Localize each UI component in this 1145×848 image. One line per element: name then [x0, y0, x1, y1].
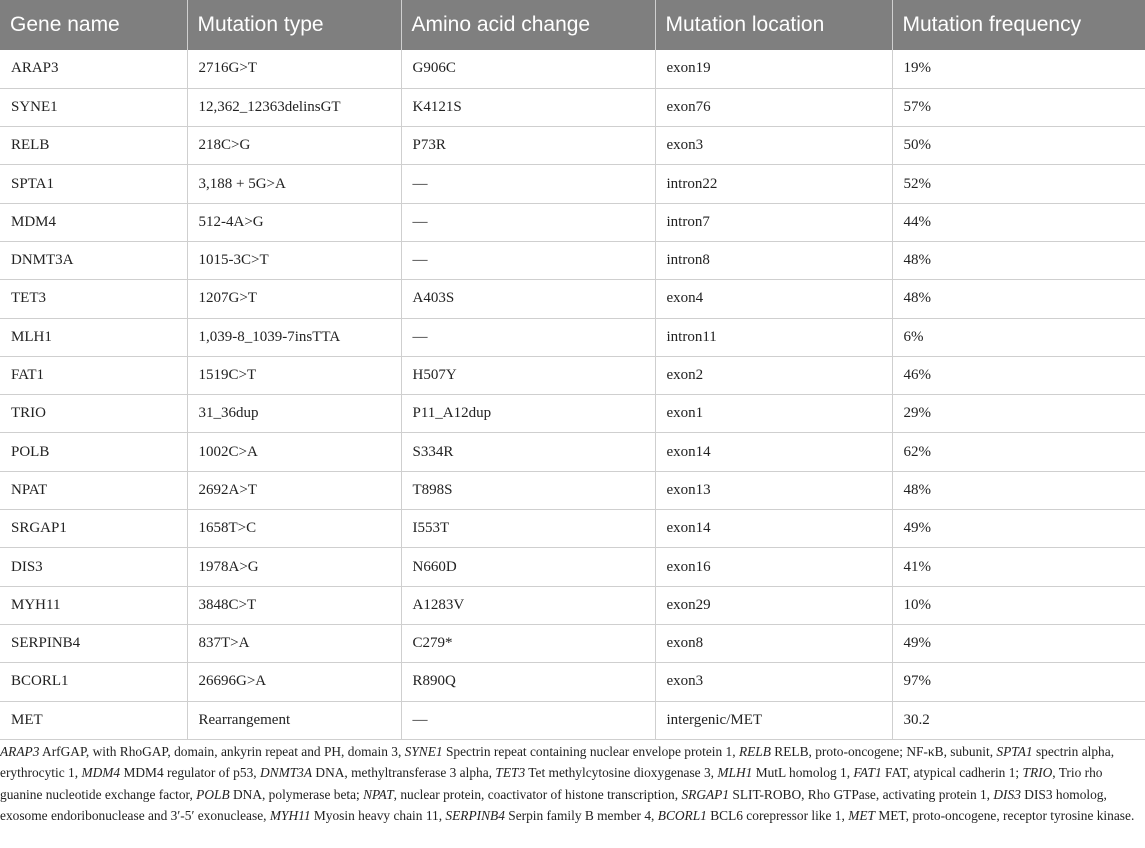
cell-mutation-location: exon14: [655, 510, 892, 548]
cell-amino-acid-change: A403S: [401, 280, 655, 318]
cell-gene-name: RELB: [0, 127, 187, 165]
table-row: [0, 318, 1145, 356]
cell-mutation-location: intron8: [655, 241, 892, 279]
footnote-gene-symbol: DNMT3A: [259, 765, 313, 781]
header-amino-acid-change: Amino acid change: [401, 0, 655, 50]
footnote-gene-description: DNA, methyltransferase 3 alpha,: [312, 765, 496, 781]
cell-amino-acid-change: —: [401, 203, 655, 241]
cell-mutation-location: exon14: [655, 433, 892, 471]
cell-gene-name: MET: [0, 701, 187, 739]
table-row: [0, 50, 1145, 88]
cell-mutation-frequency: 97%: [892, 663, 1145, 701]
table-row: [0, 395, 1145, 433]
cell-amino-acid-change: C279*: [401, 624, 655, 662]
footnote-gene-symbol: SPTA1: [996, 744, 1033, 759]
footnote-gene-symbol: FAT1: [853, 765, 882, 781]
cell-mutation-location: intergenic/MET: [655, 701, 892, 739]
cell-amino-acid-change: G906C: [401, 50, 655, 88]
table-row: [0, 663, 1145, 701]
cell-amino-acid-change: —: [401, 165, 655, 203]
cell-amino-acid-change: R890Q: [401, 663, 655, 701]
cell-mutation-location: exon1: [655, 395, 892, 433]
cell-gene-name: SPTA1: [0, 165, 187, 203]
cell-mutation-type: 1002C>A: [187, 433, 401, 471]
footnote-gene-description: , Trio rho guanine nucleotide exchange factor,: [0, 765, 1103, 802]
footnote-gene-description: BCL6 corepressor like 1,: [706, 808, 849, 824]
cell-mutation-frequency: 48%: [892, 241, 1145, 279]
table-row: [0, 165, 1145, 203]
header-gene-name: Gene name: [0, 0, 187, 50]
footnote-gene-symbol: NPAT: [363, 786, 394, 802]
cell-mutation-location: intron11: [655, 318, 892, 356]
footnote-gene-symbol: ARAP3: [0, 744, 40, 759]
table-body: [0, 50, 1145, 739]
cell-mutation-type: 31_36dup: [187, 395, 401, 433]
footnote-gene-description: , nuclear protein, coactivator of histone transcription,: [393, 786, 682, 802]
cell-mutation-location: exon4: [655, 280, 892, 318]
cell-mutation-location: exon76: [655, 88, 892, 126]
cell-gene-name: MLH1: [0, 318, 187, 356]
cell-mutation-type: 837T>A: [187, 624, 401, 662]
footnote-gene-symbol: TET3: [495, 765, 526, 781]
footnote-gene-description: MutL homolog 1,: [752, 765, 854, 781]
cell-mutation-frequency: 30.2: [892, 701, 1145, 739]
cell-mutation-location: intron22: [655, 165, 892, 203]
cell-amino-acid-change: T898S: [401, 471, 655, 509]
table-row: [0, 127, 1145, 165]
cell-mutation-type: 1519C>T: [187, 356, 401, 394]
header-mutation-location: Mutation location: [655, 0, 892, 50]
cell-mutation-type: 1207G>T: [187, 280, 401, 318]
footnote-gene-description: SLIT-ROBO, Rho GTPase, activating protein 1,: [729, 786, 994, 802]
cell-gene-name: DIS3: [0, 548, 187, 586]
cell-gene-name: MDM4: [0, 203, 187, 241]
footnote-gene-description: MET, proto-oncogene, receptor tyrosine kinase.: [875, 808, 1135, 824]
table-row: [0, 471, 1145, 509]
cell-mutation-frequency: 29%: [892, 395, 1145, 433]
footnote-gene-description: spectrin alpha, erythrocytic 1,: [0, 744, 1115, 781]
cell-mutation-location: exon8: [655, 624, 892, 662]
cell-gene-name: TRIO: [0, 395, 187, 433]
cell-mutation-frequency: 49%: [892, 624, 1145, 662]
cell-mutation-frequency: 19%: [892, 50, 1145, 88]
cell-gene-name: SYNE1: [0, 88, 187, 126]
footnote-gene-symbol: SRGAP1: [681, 786, 730, 802]
cell-mutation-frequency: 6%: [892, 318, 1145, 356]
footnote-gene-description: ArfGAP, with RhoGAP, domain, ankyrin repeat and PH, domain 3,: [39, 744, 405, 759]
table-row: [0, 203, 1145, 241]
cell-gene-name: BCORL1: [0, 663, 187, 701]
footnote-gene-description: DIS3 homolog, exosome endoribonuclease and 3′-5′ exonuclease,: [0, 786, 1107, 824]
cell-mutation-location: exon29: [655, 586, 892, 624]
cell-mutation-type: 3848C>T: [187, 586, 401, 624]
footnote-gene-symbol: DIS3: [993, 786, 1021, 802]
cell-amino-acid-change: I553T: [401, 510, 655, 548]
table-row: [0, 510, 1145, 548]
cell-gene-name: DNMT3A: [0, 241, 187, 279]
footnote-gene-description: RELB, proto-oncogene; NF-κB, subunit,: [770, 744, 997, 759]
cell-gene-name: SRGAP1: [0, 510, 187, 548]
cell-amino-acid-change: P73R: [401, 127, 655, 165]
table-row: [0, 433, 1145, 471]
table-footnote: [0, 741, 1138, 827]
cell-amino-acid-change: —: [401, 701, 655, 739]
cell-gene-name: SERPINB4: [0, 624, 187, 662]
table-row: [0, 241, 1145, 279]
cell-amino-acid-change: S334R: [401, 433, 655, 471]
table-row: [0, 548, 1145, 586]
cell-gene-name: FAT1: [0, 356, 187, 394]
cell-gene-name: TET3: [0, 280, 187, 318]
cell-gene-name: MYH11: [0, 586, 187, 624]
cell-amino-acid-change: N660D: [401, 548, 655, 586]
cell-mutation-type: 1658T>C: [187, 510, 401, 548]
header-mutation-frequency: Mutation frequency: [892, 0, 1145, 50]
footnote-gene-symbol: MDM4: [81, 765, 121, 781]
cell-mutation-frequency: 10%: [892, 586, 1145, 624]
footnote-gene-description: Myosin heavy chain 11,: [310, 808, 446, 824]
cell-mutation-frequency: 49%: [892, 510, 1145, 548]
cell-mutation-frequency: 46%: [892, 356, 1145, 394]
cell-gene-name: NPAT: [0, 471, 187, 509]
footnote-gene-symbol: TRIO: [1022, 765, 1053, 781]
footnote-gene-description: MDM4 regulator of p53,: [120, 765, 260, 781]
footnote-gene-symbol: SYNE1: [404, 744, 443, 759]
footnote-gene-symbol: MYH11: [269, 808, 311, 824]
table-header-row: [0, 0, 1145, 50]
cell-mutation-frequency: 62%: [892, 433, 1145, 471]
cell-mutation-type: 1015-3C>T: [187, 241, 401, 279]
table-row: [0, 88, 1145, 126]
cell-mutation-frequency: 57%: [892, 88, 1145, 126]
cell-amino-acid-change: K4121S: [401, 88, 655, 126]
table-row: [0, 624, 1145, 662]
footnote-gene-symbol: RELB: [738, 744, 771, 759]
cell-mutation-frequency: 48%: [892, 471, 1145, 509]
cell-amino-acid-change: —: [401, 241, 655, 279]
table-row: [0, 701, 1145, 739]
cell-mutation-type: 512-4A>G: [187, 203, 401, 241]
footnote-gene-description: Tet methylcytosine dioxygenase 3,: [525, 765, 718, 781]
cell-gene-name: ARAP3: [0, 50, 187, 88]
cell-mutation-frequency: 44%: [892, 203, 1145, 241]
cell-mutation-location: exon16: [655, 548, 892, 586]
footnote-gene-description: Spectrin repeat containing nuclear envelope protein 1,: [442, 744, 739, 759]
footnote-gene-description: Serpin family B member 4,: [504, 808, 658, 824]
table-row: [0, 280, 1145, 318]
cell-mutation-type: 1978A>G: [187, 548, 401, 586]
footnote-gene-symbol: BCORL1: [657, 808, 707, 824]
cell-mutation-location: exon19: [655, 50, 892, 88]
footnote-gene-symbol: POLB: [196, 786, 230, 802]
cell-mutation-type: 1,039-8_1039-7insTTA: [187, 318, 401, 356]
cell-mutation-type: 12,362_12363delinsGT: [187, 88, 401, 126]
cell-amino-acid-change: P11_A12dup: [401, 395, 655, 433]
cell-mutation-type: 218C>G: [187, 127, 401, 165]
cell-mutation-type: 2692A>T: [187, 471, 401, 509]
cell-amino-acid-change: —: [401, 318, 655, 356]
table-row: [0, 586, 1145, 624]
cell-amino-acid-change: A1283V: [401, 586, 655, 624]
footnote-gene-symbol: MET: [848, 808, 875, 824]
cell-mutation-location: exon13: [655, 471, 892, 509]
cell-mutation-frequency: 52%: [892, 165, 1145, 203]
cell-mutation-location: intron7: [655, 203, 892, 241]
cell-mutation-location: exon3: [655, 663, 892, 701]
footnote-gene-description: FAT, atypical cadherin 1;: [881, 765, 1023, 781]
footnote-gene-symbol: SERPINB4: [445, 808, 505, 824]
cell-mutation-location: exon2: [655, 356, 892, 394]
cell-mutation-type: Rearrangement: [187, 701, 401, 739]
table-row: [0, 356, 1145, 394]
cell-gene-name: POLB: [0, 433, 187, 471]
footnote-gene-description: DNA, polymerase beta;: [229, 786, 364, 802]
cell-mutation-location: exon3: [655, 127, 892, 165]
footnote-gene-symbol: MLH1: [717, 765, 753, 781]
header-mutation-type: Mutation type: [187, 0, 401, 50]
cell-mutation-frequency: 48%: [892, 280, 1145, 318]
cell-mutation-frequency: 41%: [892, 548, 1145, 586]
cell-amino-acid-change: H507Y: [401, 356, 655, 394]
cell-mutation-frequency: 50%: [892, 127, 1145, 165]
cell-mutation-type: 2716G>T: [187, 50, 401, 88]
cell-mutation-type: 3,188 + 5G>A: [187, 165, 401, 203]
cell-mutation-type: 26696G>A: [187, 663, 401, 701]
